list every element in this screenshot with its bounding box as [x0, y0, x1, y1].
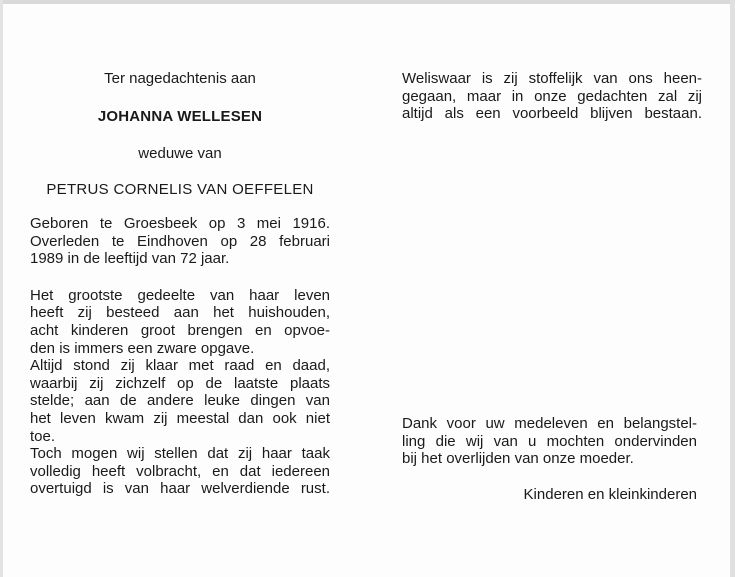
bio-line: Het grootste gedeelte van haar leven [30, 286, 330, 304]
thanks-paragraph [402, 415, 697, 468]
thanks-line: ling die wij van u mochten ondervinden [402, 432, 697, 450]
bio-line: acht kinderen groot brengen en opvoe- [30, 321, 330, 339]
bio-line: Altijd stond zij klaar met raad en daad, [30, 357, 330, 375]
bio-line: den is immers een zware opgave. [30, 339, 255, 357]
deceased-name: JOHANNA WELLESEN [97, 108, 263, 125]
bio-line: overtuigd is van haar welverdiende rust. [30, 480, 330, 498]
bio-line: waarbij zij zichzelf op de laatste plaats [30, 374, 330, 392]
bio-line: het leven kwam zij meestal dan ook niet [30, 409, 330, 427]
verse-line: altijd als een voorbeeld blijven bestaan. [402, 105, 702, 123]
thanks-line: bij het overlijden van onze moeder. [402, 450, 634, 468]
spouse-name: PETRUS CORNELIS VAN OEFFELEN [46, 181, 314, 198]
scan-top-shadow [0, 0, 735, 4]
bio-line: heeft zij besteed aan het huishouden, [30, 304, 330, 322]
dates-line: Overleden te Eindhoven op 28 februari [30, 232, 330, 250]
verse-line: gegaan, maar in onze gedachten zal zij [402, 87, 702, 105]
dates-line: 1989 in de leeftijd van 72 jaar. [30, 250, 230, 268]
intro-text: Ter nagedachtenis aan [104, 70, 256, 87]
bio-line: toe. [30, 427, 56, 445]
biography-paragraph [30, 287, 330, 498]
verse-line: Weliswaar is zij stoffelijk van ons heen- [402, 70, 702, 87]
dates-line: Geboren te Groesbeek op 3 mei 1916. [30, 215, 330, 232]
bio-line: volledig heeft volbracht, en dat iedereen [30, 462, 330, 480]
thanks-line: Dank voor uw medeleven en belangstel- [402, 415, 697, 432]
verse-paragraph [402, 70, 702, 123]
bio-line: Toch mogen wij stellen dat zij haar taak [30, 445, 330, 463]
scan-right-edge [730, 0, 735, 577]
right-panel [402, 70, 702, 123]
relation-text: weduwe van [138, 145, 222, 162]
left-panel [30, 70, 330, 498]
bio-line: stelde; aan de andere leuke dingen van [30, 392, 330, 410]
dates-paragraph [30, 215, 330, 268]
signature-text: Kinderen en kleinkinderen [523, 486, 697, 503]
scan-left-edge [0, 0, 3, 577]
